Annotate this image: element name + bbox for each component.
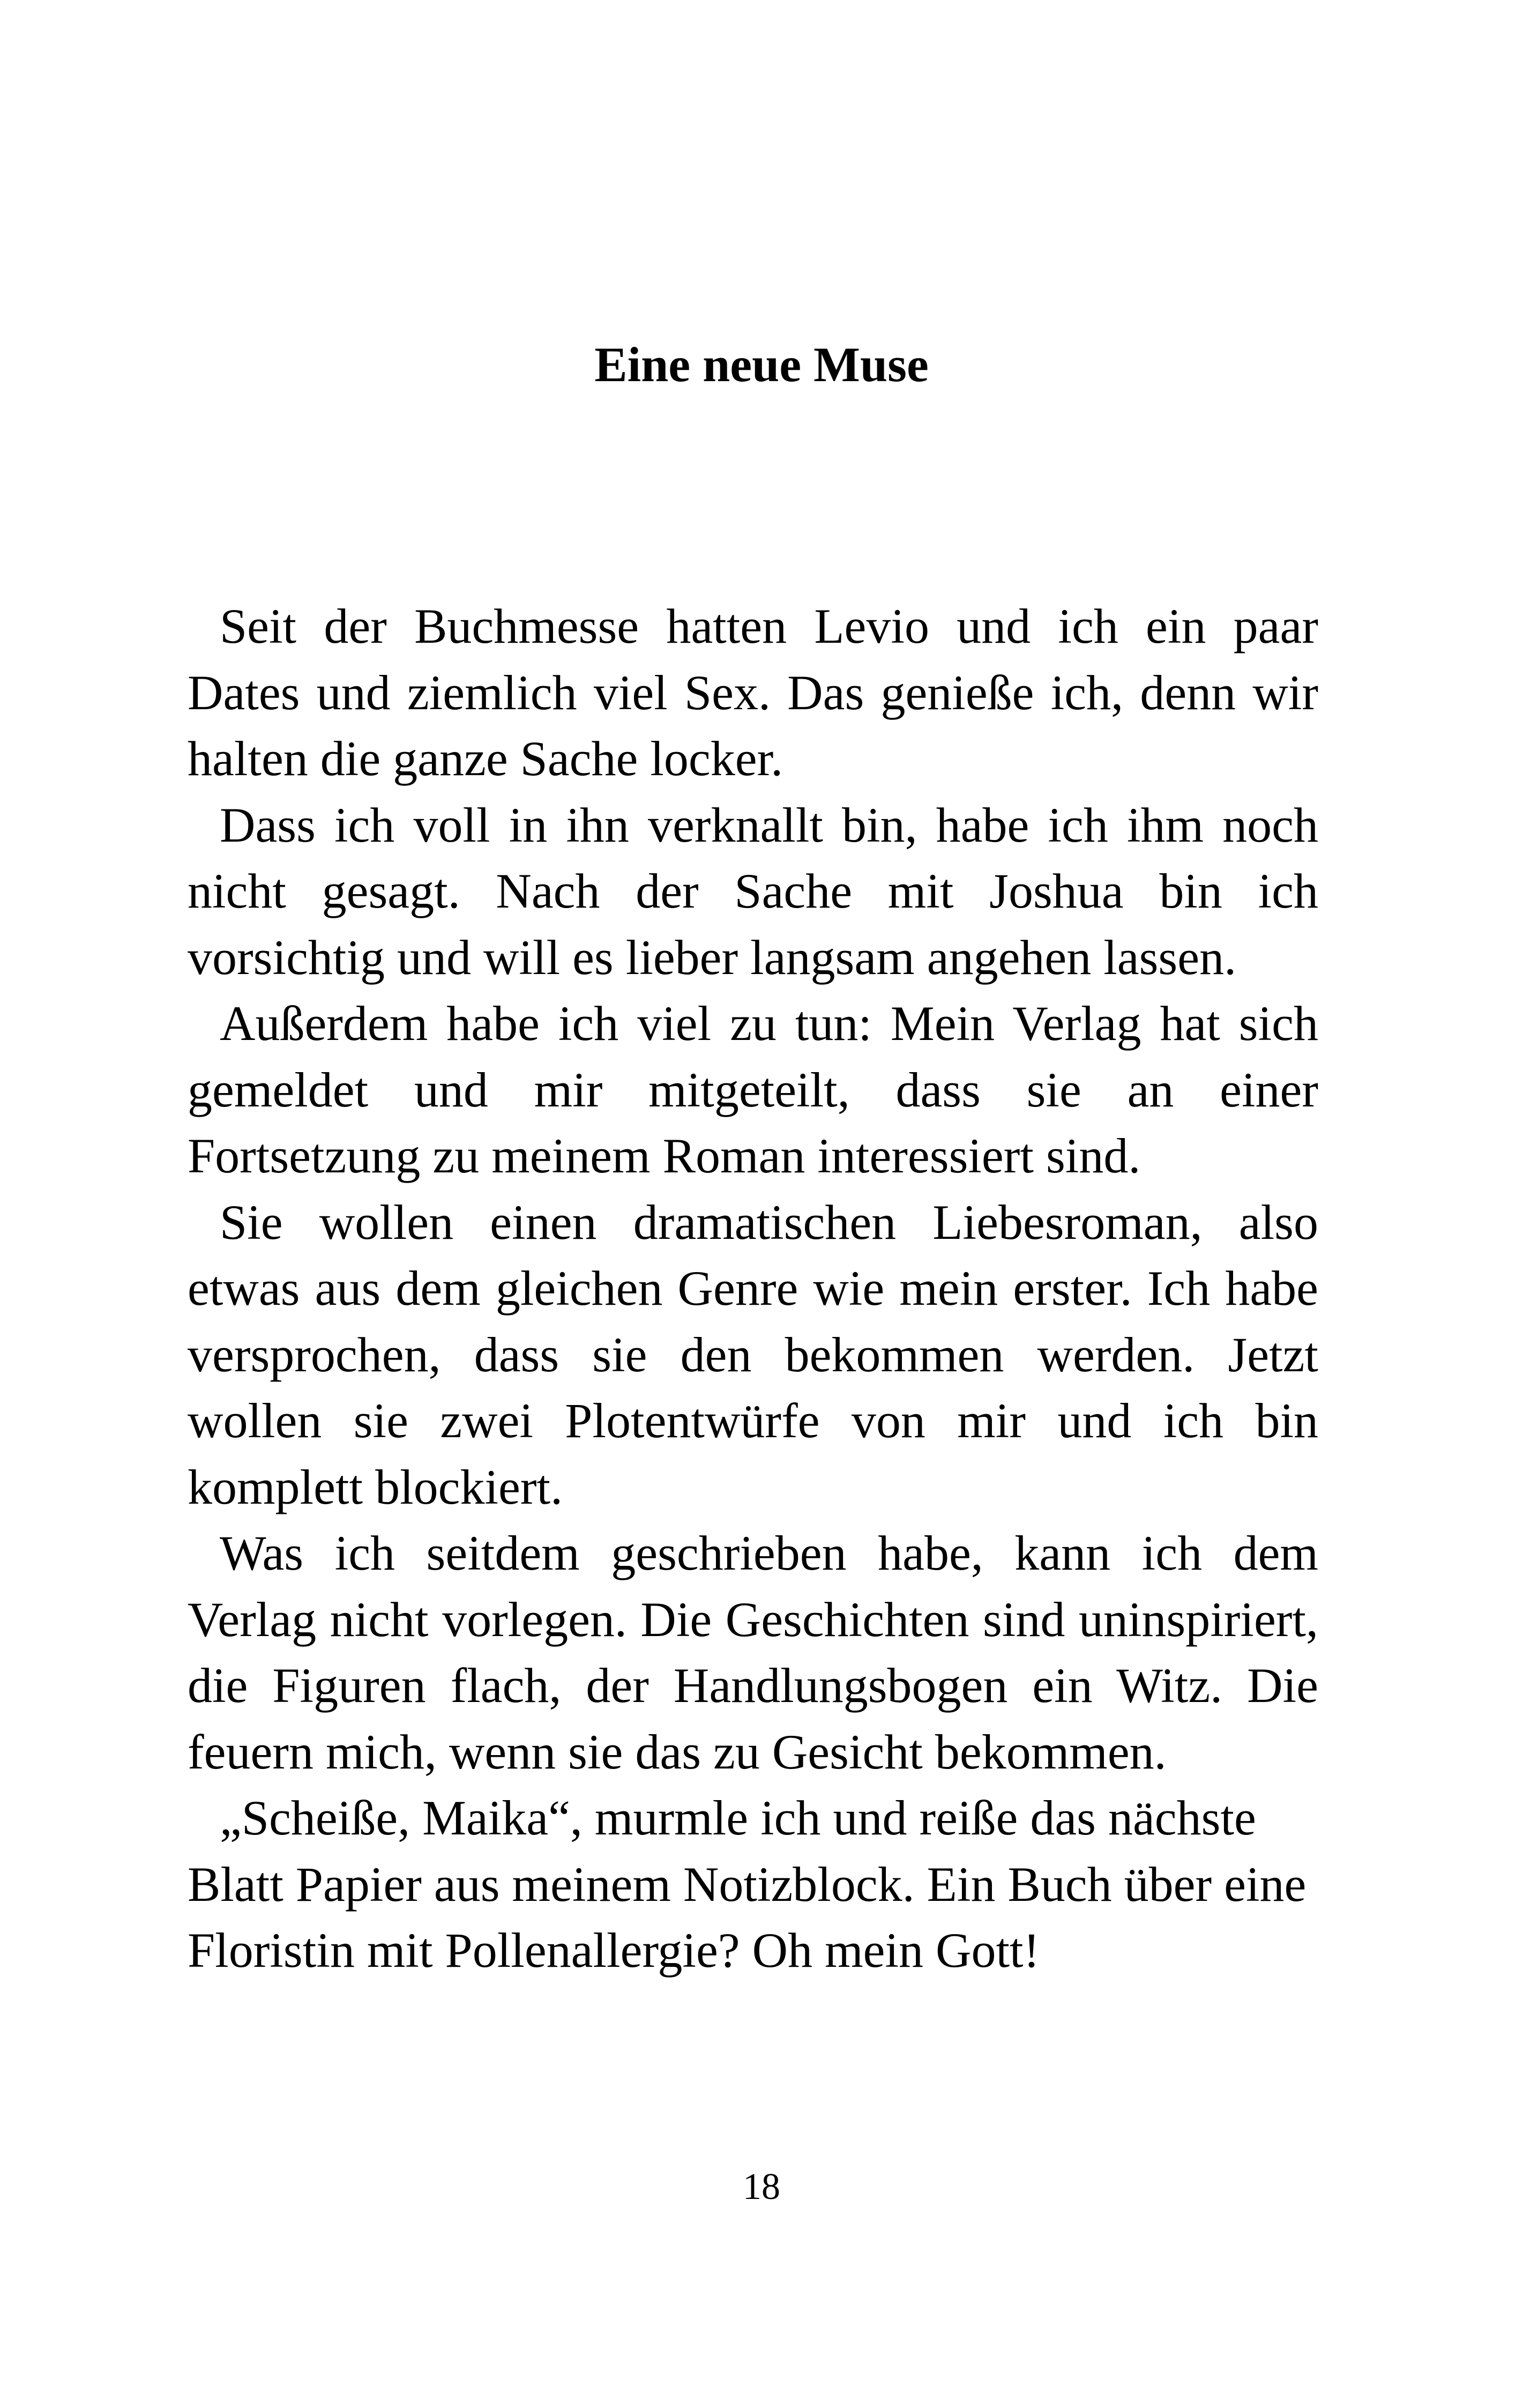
paragraph: Dass ich voll in ihn verknallt bin, habe ich ihm noch nicht gesagt. Nach der Sache mit Joshua bin ich vorsichtig und will es lieber langsam angehen lassen. xyxy=(188,797,1318,985)
paragraph: Seit der Buchmesse hatten Levio und ich ein paar Dates und ziemlich viel Sex. Das genieße ich, denn wir halten die ganze Sache locker. xyxy=(188,599,1318,786)
paragraph: Was ich seitdem geschrieben habe, kann ich dem Verlag nicht vorlegen. Die Geschichten sind uninspiriert, die Figuren flach, der Handlungsbogen ein Witz. Die feuern mich, wenn sie das zu Gesicht bekommen. xyxy=(188,1526,1318,1779)
paragraph: „Scheiße, Maika“, murmle ich und reiße das nächste Blatt Papier aus meinem Notizblock. Ein Buch über eine Floristin mit Pollenallergie? Oh mein Gott! xyxy=(188,1790,1307,1978)
body-text xyxy=(188,593,1318,1984)
paragraph: Außerdem habe ich viel zu tun: Mein Verlag hat sich gemeldet und mir mitgeteilt, dass sie an einer Fortsetzung zu meinem Roman interessiert sind. xyxy=(188,996,1318,1183)
page-number: 18 xyxy=(743,2166,780,2208)
paragraph: Sie wollen einen dramatischen Liebesroman, also etwas aus dem gleichen Genre wie mein erster. Ich habe versprochen, dass sie den bekommen werden. Jetzt wollen sie zwei Plotentwürfe von mir und ich bin komplett blockiert. xyxy=(188,1194,1318,1514)
chapter-title: Eine neue Muse xyxy=(594,337,929,392)
